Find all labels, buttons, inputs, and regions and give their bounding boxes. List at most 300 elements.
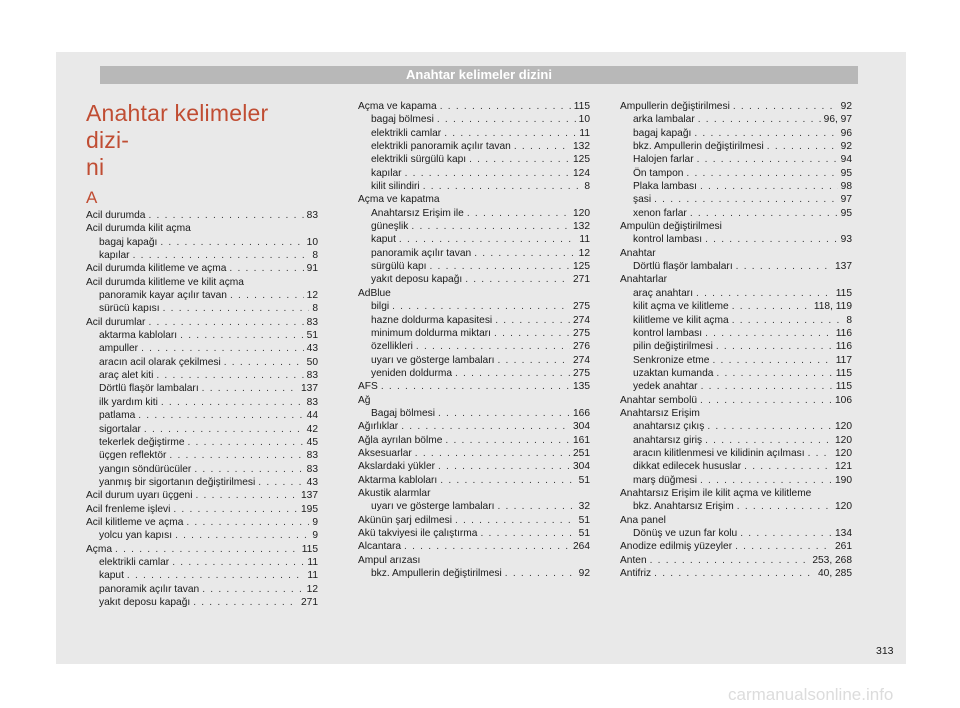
- index-term: sigortalar: [99, 423, 141, 435]
- dot-leader: [160, 236, 303, 249]
- index-page-ref: 8: [584, 181, 590, 193]
- index-entry: [358, 140, 590, 153]
- dot-leader: [697, 153, 838, 166]
- index-heading: Anahtarsız Erişim ile kilit açma ve kilitleme: [620, 487, 812, 499]
- index-page-ref: 116: [835, 341, 852, 353]
- index-term: aktarma kabloları: [99, 330, 178, 342]
- index-page-ref: 83: [306, 316, 318, 328]
- index-term: Aksesuarlar: [358, 447, 412, 459]
- index-page-ref: 8: [846, 314, 852, 326]
- index-entry: [358, 567, 590, 580]
- index-page-ref: 276: [573, 341, 590, 353]
- index-column-1: [86, 100, 318, 609]
- index-page-ref: 264: [573, 541, 590, 553]
- index-heading: Ana panel: [620, 514, 666, 526]
- index-entry: [358, 100, 590, 113]
- index-page-ref: 275: [573, 327, 590, 339]
- index-entry: [620, 527, 852, 540]
- index-page-ref: 116: [835, 327, 852, 339]
- index-term: tekerlek değiştirme: [99, 436, 185, 448]
- index-term: Acil kilitleme ve açma: [86, 516, 184, 528]
- dot-leader: [399, 233, 577, 246]
- index-entry: [620, 167, 852, 180]
- index-page-ref: 115: [573, 101, 590, 112]
- index-page-ref: 274: [573, 314, 590, 326]
- dot-leader: [127, 569, 305, 582]
- index-page-ref: 43: [306, 476, 318, 488]
- watermark: carmanualsonline.info: [728, 685, 894, 704]
- index-heading: Acil durumda kilitleme ve kilit açma: [86, 276, 244, 288]
- index-term: Halojen farlar: [633, 154, 694, 166]
- index-term: kilit açma ve kilitleme: [633, 301, 729, 313]
- index-term: uyarı ve gösterge lambaları: [371, 354, 495, 366]
- index-entry: [358, 220, 590, 233]
- index-entry: [358, 153, 590, 166]
- index-page-ref: 9: [312, 530, 318, 542]
- index-term: Acil durumlar: [86, 316, 146, 328]
- index-list-3: [620, 100, 852, 580]
- index-page-ref: 274: [573, 354, 590, 366]
- index-page-ref: 190: [835, 474, 852, 486]
- index-entry: [86, 356, 318, 369]
- dot-leader: [173, 503, 298, 516]
- dot-leader: [440, 100, 571, 113]
- dot-leader: [705, 434, 832, 447]
- index-page-ref: 92: [840, 141, 852, 153]
- index-term: kaput: [99, 570, 124, 582]
- index-heading: Akustik alarmlar: [358, 487, 431, 499]
- index-term: Ampullerin değiştirilmesi: [620, 101, 730, 112]
- index-term: panoramik kayar açılır tavan: [99, 290, 227, 302]
- index-term: şasi: [633, 194, 652, 206]
- index-page-ref: 120: [835, 501, 852, 513]
- index-entry: [620, 447, 852, 460]
- index-page-ref: 132: [573, 221, 590, 233]
- index-page-ref: 83: [306, 370, 318, 382]
- index-term: kilitleme ve kilit açma: [633, 314, 729, 326]
- dot-leader: [444, 127, 576, 140]
- dot-leader: [467, 207, 570, 220]
- index-heading: Açma ve kapatma: [358, 194, 440, 206]
- dot-leader: [133, 249, 310, 262]
- index-entry: [358, 367, 590, 380]
- index-term: dikkat edilecek hususlar: [633, 461, 742, 473]
- dot-leader: [712, 354, 832, 367]
- index-page-ref: 8: [312, 250, 318, 262]
- index-term: Ağla ayrılan bölme: [358, 434, 443, 446]
- dot-leader: [188, 436, 304, 449]
- dot-leader: [707, 420, 832, 433]
- index-page-ref: 42: [306, 423, 318, 435]
- dot-leader: [700, 394, 832, 407]
- index-page-ref: 106: [835, 394, 852, 406]
- index-entry: [620, 340, 852, 353]
- index-list-2: [358, 100, 590, 580]
- index-page-ref: 137: [301, 383, 318, 395]
- index-page-ref: 304: [573, 421, 590, 433]
- index-term: aracın kilitlenmesi ve kilidinin açılması: [633, 447, 805, 459]
- index-title: Anahtar kelimeler dizi- ni: [86, 100, 269, 180]
- dot-leader: [229, 262, 303, 275]
- index-page-ref: 251: [573, 447, 590, 459]
- index-term: kapılar: [99, 250, 130, 262]
- index-entry: [358, 527, 590, 540]
- index-page-ref: 275: [573, 367, 590, 379]
- index-term: yanmış bir sigortanın değiştirilmesi: [99, 476, 256, 488]
- index-entry: [620, 540, 852, 553]
- dot-leader: [705, 233, 838, 246]
- index-entry: [86, 529, 318, 542]
- index-entry: [620, 434, 852, 447]
- index-page-ref: 125: [573, 154, 590, 166]
- dot-leader: [737, 500, 832, 513]
- index-term: Anahtar sembolü: [620, 394, 698, 406]
- index-entry: [358, 474, 590, 487]
- index-page-ref: 304: [573, 461, 590, 473]
- index-term: yakıt deposu kapağı: [371, 274, 463, 286]
- index-term: kilit silindiri: [371, 181, 420, 193]
- dot-leader: [701, 380, 833, 393]
- index-term: xenon farlar: [633, 207, 687, 219]
- section-letter: A: [86, 188, 98, 207]
- index-page-ref: 9: [312, 516, 318, 528]
- index-term: pilin değiştirilmesi: [633, 341, 713, 353]
- index-heading: Ağ: [358, 394, 371, 406]
- index-entry: [620, 460, 852, 473]
- dot-leader: [416, 340, 570, 353]
- index-entry: [620, 140, 852, 153]
- index-entry: [358, 260, 590, 273]
- index-page-ref: 96: [840, 127, 852, 139]
- index-entry: [86, 463, 318, 476]
- index-term: panoramik açılır tavan: [99, 583, 200, 595]
- dot-leader: [505, 567, 576, 580]
- index-page-ref: 11: [307, 556, 318, 568]
- dot-leader: [401, 420, 570, 433]
- index-entry: [86, 342, 318, 355]
- index-page-ref: 12: [306, 290, 318, 302]
- index-heading: Ampulün değiştirilmesi: [620, 221, 722, 233]
- index-page-ref: 95: [840, 207, 852, 219]
- dot-leader: [169, 449, 303, 462]
- index-page-ref: 135: [573, 381, 590, 393]
- dot-leader: [438, 407, 570, 420]
- index-entry: [86, 556, 318, 569]
- dot-leader: [740, 527, 832, 540]
- dot-leader: [195, 489, 298, 502]
- index-term: ilk yardım kiti: [99, 396, 158, 408]
- index-entry: [358, 180, 590, 193]
- dot-leader: [148, 316, 303, 329]
- index-entry: [358, 300, 590, 313]
- dot-leader: [654, 567, 815, 580]
- dot-leader: [767, 140, 838, 153]
- dot-leader: [700, 474, 832, 487]
- index-page-ref: 91: [306, 263, 318, 275]
- index-term: Açma: [86, 543, 113, 555]
- index-page-ref: 120: [835, 447, 852, 459]
- dot-leader: [258, 476, 303, 489]
- index-page-ref: 11: [579, 234, 590, 246]
- index-page-ref: 11: [307, 570, 318, 582]
- dot-leader: [650, 554, 810, 567]
- index-entry: [86, 316, 318, 329]
- index-page-ref: 120: [835, 421, 852, 433]
- index-entry: [358, 327, 590, 340]
- index-term: yakıt deposu kapağı: [99, 596, 191, 608]
- dot-leader: [736, 260, 832, 273]
- index-term: Senkronize etme: [633, 354, 710, 366]
- index-page-ref: 115: [835, 381, 852, 393]
- index-entry: [358, 127, 590, 140]
- dot-leader: [696, 287, 833, 300]
- index-term: Akslardaki yükler: [358, 461, 435, 473]
- dot-leader: [381, 380, 570, 393]
- index-term: özellikleri: [371, 341, 413, 353]
- index-term: Akünün şarj edilmesi: [358, 514, 452, 526]
- dot-leader: [194, 463, 303, 476]
- index-entry: [620, 420, 852, 433]
- dot-leader: [474, 247, 575, 260]
- index-term: sürgülü kapı: [371, 261, 427, 273]
- page-header: Anahtar kelimeler dizini: [100, 66, 858, 84]
- index-term: Aktarma kabloları: [358, 474, 438, 486]
- dot-leader: [430, 260, 571, 273]
- index-term: bagaj kapağı: [633, 127, 692, 139]
- index-term: bagaj kapağı: [99, 236, 158, 248]
- index-term: üçgen reflektör: [99, 450, 167, 462]
- dot-leader: [138, 409, 303, 422]
- index-entry: [620, 113, 852, 126]
- index-entry: [86, 596, 318, 609]
- dot-leader: [163, 302, 310, 315]
- index-term: ampuller: [99, 343, 139, 355]
- index-page-ref: 95: [840, 167, 852, 179]
- index-page-ref: 195: [301, 503, 318, 515]
- dot-leader: [404, 540, 570, 553]
- index-entry: [358, 167, 590, 180]
- dot-leader: [497, 500, 575, 513]
- dot-leader: [455, 514, 576, 527]
- index-term: Anten: [620, 554, 647, 566]
- index-term: patlama: [99, 410, 136, 422]
- dot-leader: [686, 167, 837, 180]
- index-term: Anodize edilmiş yüzeyler: [620, 541, 733, 553]
- index-term: arka lambalar: [633, 114, 695, 126]
- dot-leader: [115, 543, 299, 556]
- index-term: yolcu yan kapısı: [99, 530, 173, 542]
- index-term: Ön tampon: [633, 167, 684, 179]
- index-entry: [358, 354, 590, 367]
- index-page-ref: 161: [573, 434, 590, 446]
- index-entry: [620, 567, 852, 580]
- index-entry: [358, 207, 590, 220]
- index-entry: [86, 209, 318, 222]
- index-entry: [358, 273, 590, 286]
- index-term: AFS: [358, 381, 378, 393]
- index-term: kapılar: [371, 167, 402, 179]
- index-entry: [86, 489, 318, 502]
- index-page-ref: 83: [306, 210, 318, 221]
- index-page-ref: 51: [578, 514, 590, 526]
- index-term: marş düğmesi: [633, 474, 697, 486]
- dot-leader: [405, 167, 570, 180]
- index-entry: [358, 380, 590, 393]
- index-entry: [86, 436, 318, 449]
- dot-leader: [230, 289, 304, 302]
- index-entry: [620, 380, 852, 393]
- dot-leader: [144, 423, 304, 436]
- index-term: Dörtlü flaşör lambaları: [633, 261, 733, 273]
- index-entry: [358, 540, 590, 553]
- index-page-ref: 98: [840, 181, 852, 193]
- index-page-ref: 11: [579, 127, 590, 139]
- dot-leader: [437, 113, 576, 126]
- index-entry: [620, 354, 852, 367]
- index-page-ref: 132: [573, 141, 590, 153]
- index-page-ref: 83: [306, 450, 318, 462]
- index-page-ref: 117: [835, 354, 852, 366]
- index-entry: [620, 260, 852, 273]
- index-entry: [86, 249, 318, 262]
- index-term: yedek anahtar: [633, 381, 698, 393]
- dot-leader: [744, 460, 832, 473]
- index-term: kaput: [371, 234, 396, 246]
- index-entry: [86, 583, 318, 596]
- index-heading: Anahtar: [620, 247, 656, 259]
- index-term: kontrol lambası: [633, 234, 703, 246]
- index-page-ref: 115: [835, 367, 852, 379]
- index-term: sürücü kapısı: [99, 303, 160, 315]
- dot-leader: [202, 583, 303, 596]
- index-entry: [86, 369, 318, 382]
- index-page-ref: 96, 97: [823, 114, 852, 126]
- index-entry: [86, 302, 318, 315]
- index-term: uyarı ve gösterge lambaları: [371, 501, 495, 513]
- dot-leader: [445, 434, 570, 447]
- index-page-ref: 44: [306, 410, 318, 422]
- index-entry: [620, 500, 852, 513]
- dot-leader: [465, 273, 570, 286]
- index-page-ref: 92: [578, 568, 590, 580]
- dot-leader: [654, 193, 838, 206]
- index-entry: [86, 516, 318, 529]
- index-heading: AdBlue: [358, 287, 391, 299]
- index-term: panoramik açılır tavan: [371, 247, 472, 259]
- index-term: anahtarsız giriş: [633, 434, 703, 446]
- index-term: Anahtarsız Erişim ile: [371, 207, 464, 219]
- index-page-ref: 93: [840, 234, 852, 246]
- dot-leader: [440, 474, 575, 487]
- index-entry: [620, 153, 852, 166]
- index-term: Bagaj bölmesi: [371, 407, 435, 419]
- index-page-ref: 137: [835, 261, 852, 273]
- index-term: kontrol lambası: [633, 327, 703, 339]
- index-page-ref: 134: [835, 528, 852, 539]
- index-page-ref: 83: [306, 463, 318, 475]
- index-entry: [620, 180, 852, 193]
- index-entry: [86, 543, 318, 556]
- index-term: Antifriz: [620, 568, 652, 580]
- index-entry: [358, 233, 590, 246]
- dot-leader: [193, 596, 298, 609]
- index-page-ref: 124: [573, 167, 590, 179]
- index-term: Alcantara: [358, 541, 402, 553]
- dot-leader: [156, 369, 303, 382]
- index-term: elektrikli sürgülü kapı: [371, 154, 467, 166]
- index-entry: [358, 514, 590, 527]
- page-number: 313: [876, 645, 894, 657]
- index-entry: [620, 287, 852, 300]
- index-page-ref: 120: [835, 434, 852, 446]
- dot-leader: [411, 220, 570, 233]
- index-heading: Anahtarlar: [620, 274, 668, 286]
- dot-leader: [175, 529, 309, 542]
- index-term: Acil durumda kilitleme ve açma: [86, 263, 227, 275]
- dot-leader: [148, 209, 303, 222]
- index-term: Acil frenleme işlevi: [86, 503, 171, 515]
- index-page-ref: 115: [301, 543, 318, 555]
- index-term: elektrikli camlar: [371, 127, 442, 139]
- index-page-ref: 92: [840, 101, 852, 112]
- index-entry: [86, 262, 318, 275]
- index-entry: [620, 207, 852, 220]
- dot-leader: [392, 300, 570, 313]
- index-term: Dönüş ve uzun far kolu: [633, 528, 738, 539]
- index-page-ref: 50: [306, 356, 318, 368]
- dot-leader: [186, 516, 309, 529]
- index-entry: [358, 447, 590, 460]
- index-term: Acil durum uyarı üçgeni: [86, 490, 193, 502]
- index-page-ref: 51: [306, 330, 318, 342]
- index-page-ref: 10: [578, 114, 590, 126]
- dot-leader: [423, 180, 582, 193]
- index-entry: [86, 409, 318, 422]
- index-entry: [358, 460, 590, 473]
- dot-leader: [514, 140, 570, 153]
- index-page-ref: 10: [306, 236, 318, 248]
- dot-leader: [690, 207, 838, 220]
- index-entry: [620, 300, 852, 313]
- dot-leader: [705, 327, 833, 340]
- index-term: Açma ve kapama: [358, 101, 437, 112]
- index-entry: [86, 382, 318, 395]
- index-term: yeniden doldurma: [371, 367, 452, 379]
- dot-leader: [732, 300, 811, 313]
- dot-leader: [495, 314, 570, 327]
- dot-leader: [141, 342, 304, 355]
- index-entry: [620, 327, 852, 340]
- index-entry: [86, 569, 318, 582]
- index-entry: [358, 340, 590, 353]
- index-page-ref: 51: [578, 528, 590, 539]
- dot-leader: [469, 153, 570, 166]
- dot-leader: [224, 356, 304, 369]
- index-term: elektrikli camlar: [99, 556, 170, 568]
- index-page-ref: 275: [573, 301, 590, 313]
- index-entry: [86, 423, 318, 436]
- index-term: hazne doldurma kapasitesi: [371, 314, 493, 326]
- index-entry: [620, 100, 852, 113]
- index-term: bkz. Ampullerin değiştirilmesi: [633, 141, 764, 153]
- index-term: yangın söndürücüler: [99, 463, 192, 475]
- index-entry: [620, 554, 852, 567]
- index-entry: [86, 449, 318, 462]
- dot-leader: [161, 396, 304, 409]
- index-page-ref: 45: [306, 436, 318, 448]
- index-term: anahtarsız çıkış: [633, 421, 705, 433]
- dot-leader: [180, 329, 304, 342]
